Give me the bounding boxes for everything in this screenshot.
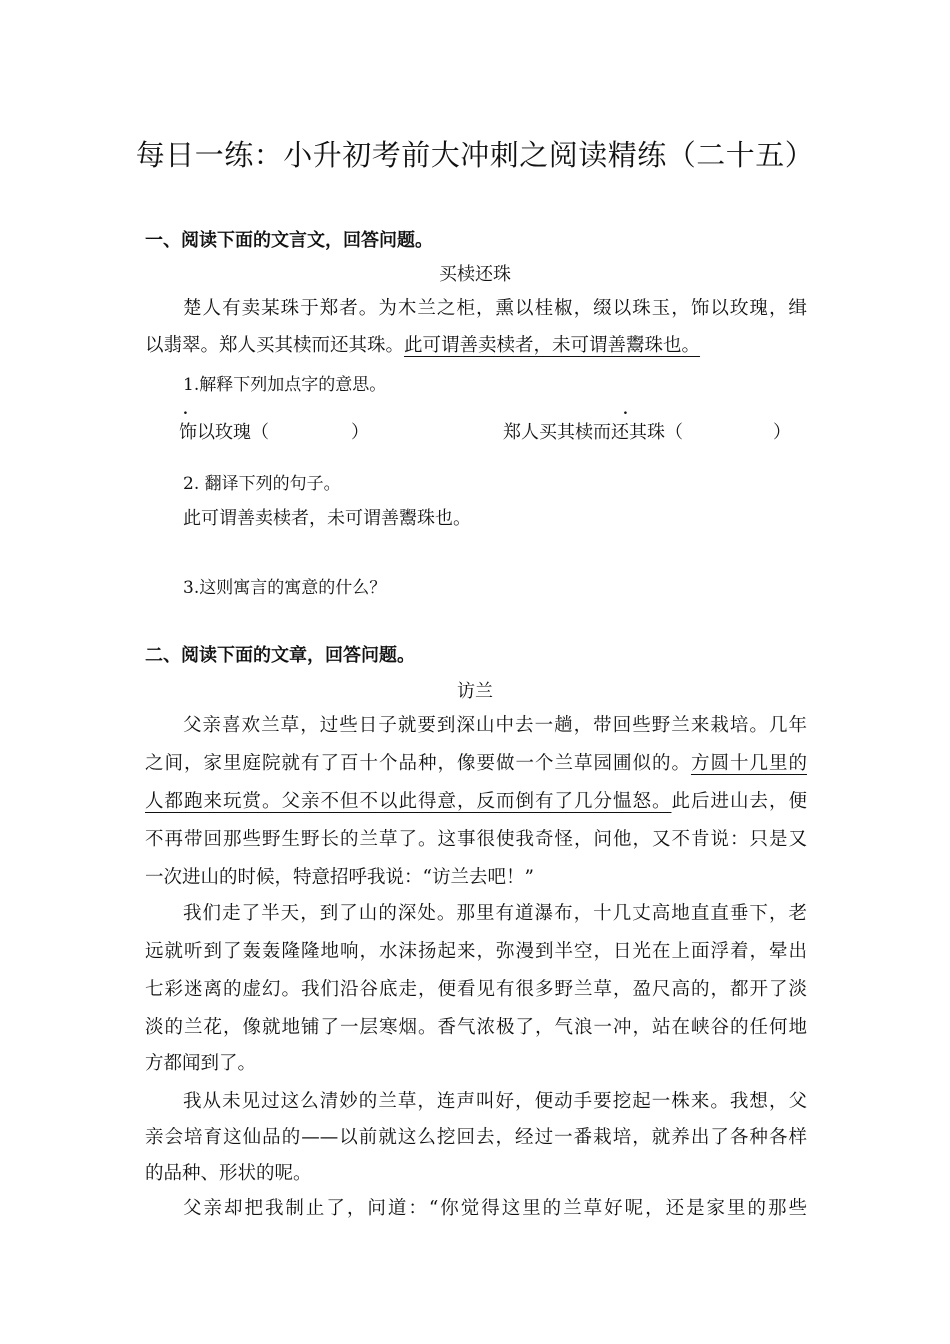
q1-item-1: 饰以玫瑰（ — [179, 422, 269, 443]
passage-1-line: 楚人有卖某珠于郑者。为木兰之柜，熏以桂椒，缀以珠玉，饰以玫瑰，缉 — [183, 298, 807, 319]
question-2: 2. 翻译下列的句子。 — [183, 474, 341, 494]
passage-2-line: 我从未见过这么清妙的兰草，连声叫好，便动手要挖起一株来。我想，父 — [183, 1091, 807, 1112]
question-1: 1.解释下列加点字的意思。 — [183, 375, 387, 395]
passage-2-line: 方都闻到了。 — [145, 1053, 257, 1074]
section-heading-1: 一、阅读下面的文言文，回答问题。 — [145, 230, 433, 251]
emphasis-dot: . — [623, 402, 628, 418]
question-2-sentence: 此可谓善卖椟者，未可谓善鬻珠也。 — [183, 508, 471, 529]
passage-2-line: 七彩迷离的虚幻。我们沿谷底走，便看见有很多野兰草，盈尺高的，都开了淡 — [145, 979, 807, 1000]
underlined-sentence: 方圆十几里的 — [690, 753, 807, 774]
underlined-sentence: 人都跑来玩赏。父亲不但不以此得意，反而倒有了几分愠怒。 — [145, 791, 672, 812]
passage-2-line: 远就听到了轰轰隆隆地响，水沫扬起来，弥漫到半空，日光在上面浮着，晕出 — [145, 941, 807, 962]
passage-2-line — [145, 749, 807, 775]
passage-2-line: 亲会培育这仙品的——以前就这么挖回去，经过一番栽培，就养出了各种各样 — [145, 1127, 807, 1148]
section-heading-2: 二、阅读下面的文章，回答问题。 — [145, 645, 415, 666]
passage-2-line: 不再带回那些野生野长的兰草了。这事很使我奇怪，问他，又不肯说：只是又 — [145, 829, 807, 850]
passage-title-2: 访兰 — [457, 681, 493, 702]
passage-2-line: 淡的兰花，像就地铺了一层寒烟。香气浓极了，气浪一冲，站在峡谷的任何地 — [145, 1017, 807, 1038]
q1-item-1-close: ） — [351, 422, 369, 443]
passage-1-line — [145, 331, 700, 357]
passage-2-line: 的品种、形状的呢。 — [145, 1163, 312, 1184]
passage-2-text: 此后进山去，便 — [671, 791, 807, 812]
question-3: 3.这则寓言的寓意的什么？ — [183, 578, 387, 598]
passage-2-line — [145, 787, 807, 813]
passage-2-line: 一次进山的时候，特意招呼我说：“访兰去吧！” — [145, 867, 534, 888]
page-title: 每日一练：小升初考前大冲刺之阅读精练（二十五） — [135, 138, 815, 172]
passage-1-text: 以翡翠。郑人买其椟而还其珠。 — [145, 335, 405, 356]
q1-item-2: 郑人买其椟而还其珠（ — [503, 422, 683, 443]
passage-2-text: 之间，家里庭院就有了百十个品种，像要做一个兰草园圃似的。 — [145, 753, 691, 774]
emphasis-dot: . — [183, 402, 188, 418]
underlined-sentence: 此可谓善卖椟者，未可谓善鬻珠也。 — [404, 335, 701, 356]
passage-2-line: 父亲却把我制止了，问道：“你觉得这里的兰草好呢，还是家里的那些 — [183, 1198, 807, 1219]
passage-2-line: 父亲喜欢兰草，过些日子就要到深山中去一趟，带回些野兰来栽培。几年 — [183, 715, 807, 736]
q1-item-2-close: ） — [773, 422, 791, 443]
passage-2-line: 我们走了半天，到了山的深处。那里有道瀑布，十几丈高地直直垂下，老 — [183, 903, 807, 924]
passage-title-1: 买椟还珠 — [439, 264, 511, 285]
